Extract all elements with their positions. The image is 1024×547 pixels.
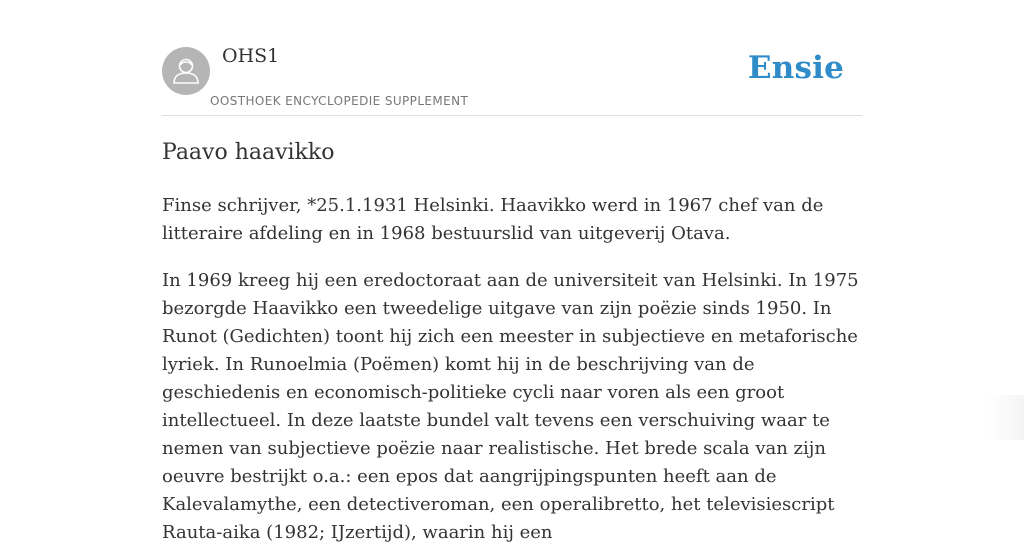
site-header [162,0,862,116]
brand-logo[interactable]: Ensie [747,50,844,86]
article-title: Paavo haavikko [162,140,335,165]
source-subtitle[interactable]: OOSTHOEK ENCYCLOPEDIE SUPPLEMENT [210,94,469,108]
article-paragraph-1: Finse schrijver, *25.1.1931 Helsinki. Haavikko werd in 1967 chef van de litteraire afdeling en in 1968 bestuurslid van uitgeverij Otava. [162,195,824,244]
article-paragraph-2: In 1969 kreeg hij een eredoctoraat aan de universiteit van Helsinki. In 1975 bezorgde Haavikko een tweedelige uitgave van zijn poëzie sinds 1950. In Runot (Gedichten) toont hij zich een meester in subjectieve en metaforische lyriek. In Runoelmia (Poëmen) komt hij in de beschrijving van de geschiedenis en economisch-politieke cycli naar voren als een groot intellectueel. In deze laatste bundel valt tevens een verschuiving waar te nemen van subjectieve poëzie naar realistische. Het brede scala van zijn oeuvre bestrijkt o.a.: een epos dat aangrijpingspunten heeft aan de Kalevalamythe, een detectiveroman, een operalibretto, het televisiescript Rauta-aika (1982; IJzertijd), waarin hij een [162,270,859,543]
page-container [162,0,862,543]
edge-shadow [988,395,1024,440]
user-avatar-icon[interactable] [162,47,210,95]
username[interactable]: OHS1 [222,45,280,67]
person-silhouette-icon [162,47,210,95]
